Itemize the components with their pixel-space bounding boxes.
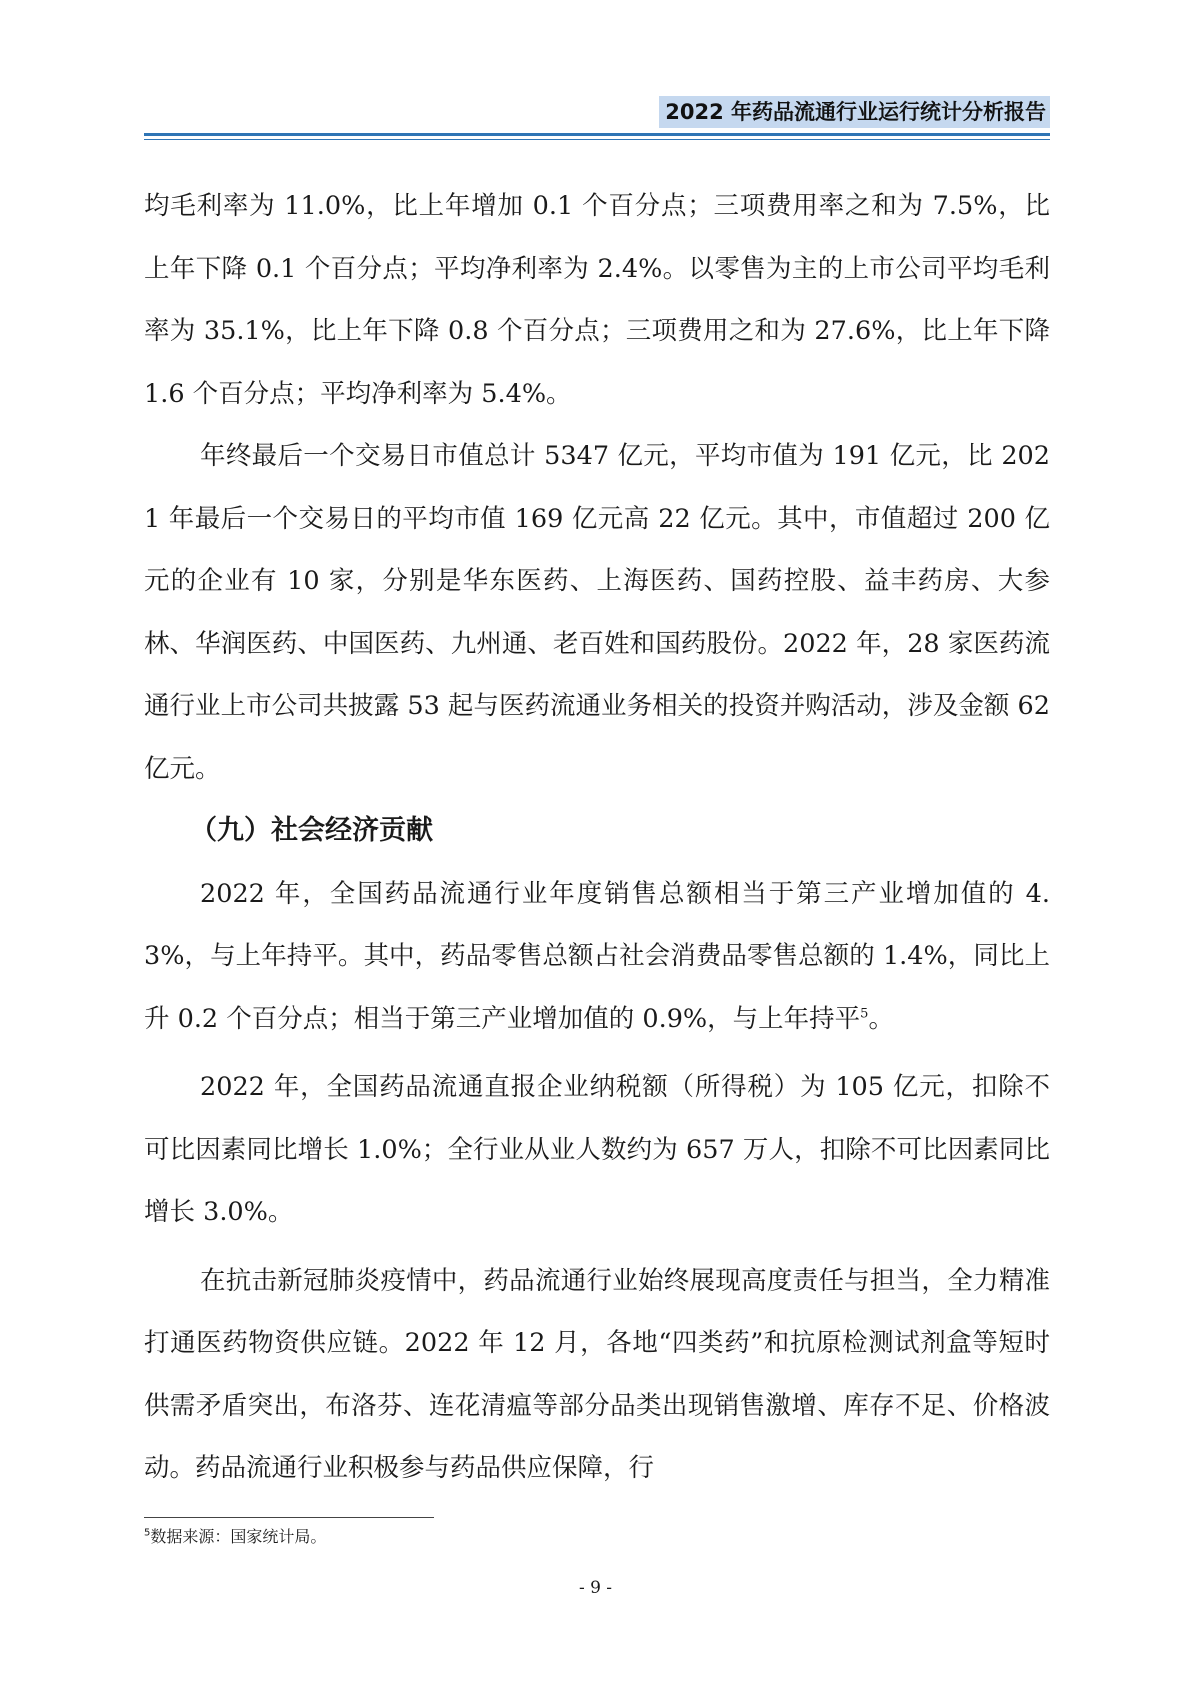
paragraph-profit-rates: 均毛利率为 11.0%，比上年增加 0.1 个百分点；三项费用率之和为 7.5%，比上年下降 0.1 个百分点；平均净利率为 2.4%。以零售为主的上市公司平均毛利率为 35.1%，比上年下降 0.8 个百分点；三项费用之和为 27.6%，比上年下降 1.6 个百分点；平均净利率为 5.4%。: [144, 191, 1050, 409]
footnote-divider: [144, 1517, 434, 1518]
paragraph-economic-share-end: 。: [868, 1003, 894, 1034]
page-body: [144, 175, 1050, 1500]
paragraph-covid-response: 在抗击新冠肺炎疫情中，药品流通行业始终展现高度责任与担当，全力精准打通医药物资供应链。2022 年 12 月，各地“四类药”和抗原检测试剂盒等短时供需矛盾突出，布洛芬、连花清瘟等部分品类出现销售激增、库存不足、价格波动。药品流通行业积极参与药品供应保障，行: [144, 1265, 1050, 1483]
header-rule-thick: [144, 133, 1050, 136]
section-heading: （九）社会经济贡献: [190, 815, 433, 846]
paragraph-economic-share-text: 2022 年，全国药品流通行业年度销售总额相当于第三产业增加值的 4.3%，与上年持平。其中，药品零售总额占社会消费品零售总额的 1.4%，同比上升 0.2 个百分点；相当于第三产业增加值的 0.9%，与上年持平: [144, 878, 1050, 1034]
report-title: 2022 年药品流通行业运行统计分析报告: [659, 96, 1050, 128]
footnote-text: 数据来源：国家统计局。: [150, 1527, 327, 1546]
footnote-reference[interactable]: 5: [860, 1006, 869, 1021]
running-header: [144, 96, 1050, 132]
header-rule-thin: [144, 139, 1050, 140]
paragraph-economic-share: [144, 863, 1050, 1051]
footnote-marker: 5: [144, 1527, 151, 1539]
footnote: [144, 1526, 326, 1548]
page-number: - 9 -: [578, 1578, 613, 1598]
paragraph-market-value: 年终最后一个交易日市值总计 5347 亿元，平均市值为 191 亿元，比 2021 年最后一个交易日的平均市值 169 亿元高 22 亿元。其中，市值超过 200 亿元的企业有 10 家，分别是华东医药、上海医药、国药控股、益丰药房、大参林、华润医药、中国医药、九州通、老百姓和国药股份。2022 年，28 家医药流通行业上市公司共披露 53 起与医药流通业务相关的投资并购活动，涉及金额 62 亿元。: [144, 441, 1050, 784]
paragraph-tax-employment: 2022 年，全国药品流通直报企业纳税额（所得税）为 105 亿元，扣除不可比因素同比增长 1.0%；全行业从业人数约为 657 万人，扣除不可比因素同比增长 3.0%。: [144, 1072, 1050, 1227]
